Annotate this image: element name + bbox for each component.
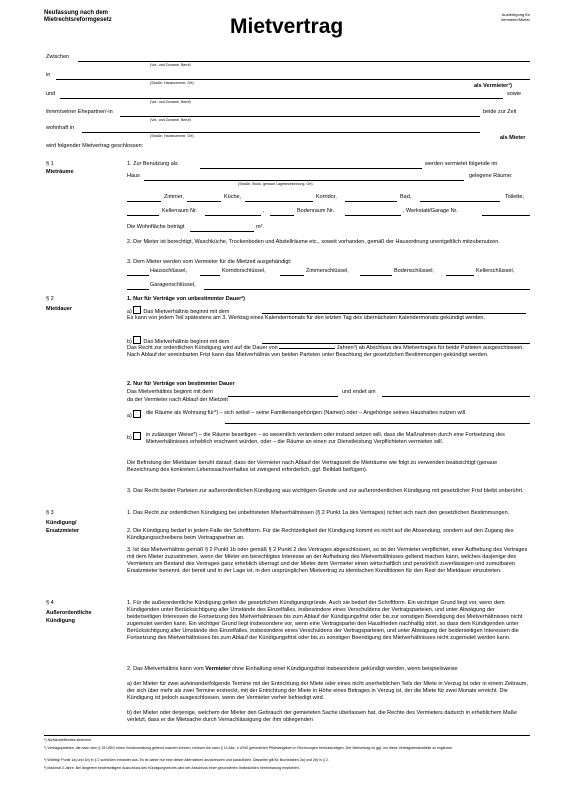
s2-option-a-label: Das Mietverhältnis beginnt mit dem [143, 309, 230, 315]
living-area-field[interactable] [190, 231, 254, 232]
s2-fixed-end-label: und endet am [342, 389, 376, 395]
section1-title: Mieträume [46, 169, 74, 175]
header-right-line1: Ausfertigung für [501, 12, 530, 17]
s2-option-b-letter: b) [127, 339, 132, 345]
s3-paragraph-1: 1. Das Recht zur ordentlichen Kündigung bei unbefristeten Mietverhältnissen (§ 2 Punkt 1a des Vertrages) richtet sich nach den gesetzlichen Bestimmungen. [127, 510, 510, 516]
s2-fixed-reason-intro: da der Vermieter nach Ablauf der Mietzeit [127, 397, 228, 403]
s2-a-start-date-field[interactable] [262, 313, 526, 314]
s2-paragraph-3: 3. Das Recht beider Parteien zur außerordentlichen Kündigung aus wichtigem Grunde und zur außerordentlichen Kündigung mit gesetzlicher Frist bleibt unberührt. [127, 488, 524, 494]
s2-heading-2: 2. Nur für Verträge von bestimmter Dauer [127, 381, 235, 387]
key-other-field[interactable] [204, 289, 530, 290]
footnote-3: ³) Maximal 2 Jahre. Bei längerem beiderseitigem Ausschluss des Kündigungsrechts wird der Abschluss einer gesonderten Individuellen Vereinbarung empfohlen. [44, 766, 300, 770]
attic-number-field[interactable] [345, 215, 401, 216]
s3-paragraph-2: 2. Die Kündigung bedarf in jedem Falle der Schriftform. Für die Rechtzeitigkeit der Kündigung kommt es nicht auf die Absendung, sondern auf den Zugang des Kündigungsschreibens beim Vertragspartner an. [127, 528, 514, 541]
section2-number: § 2 [46, 296, 54, 302]
s2-2a-names-field[interactable] [225, 423, 530, 424]
cellar-count-field[interactable] [127, 215, 159, 216]
section3-title-line1: Kündigung/ [46, 520, 77, 526]
key-attic-count[interactable] [360, 275, 392, 276]
label-kueche: Küche, [224, 194, 242, 200]
label-key-room: Zimmerschlüssel, [306, 268, 349, 274]
label-bad: Bad, [400, 194, 412, 200]
label-wohnhaft: wohnhaft in [46, 125, 75, 131]
key-room-count[interactable] [280, 275, 304, 276]
hint-tenant-name: (Vor- und Zuname, Beruf) [150, 100, 191, 104]
s4-p2-bold: Vermieter [205, 666, 231, 672]
footnote-divider [44, 735, 530, 736]
hint-tenant-address: (Straße, Hausnummer, Ort) [150, 134, 194, 138]
header-left-line2: Mietrechtsreformgesetz [44, 17, 112, 23]
s2-2a-prefix: a) [127, 410, 143, 420]
label-key-garage: Garagenschlüssel, [150, 282, 196, 288]
label-werkstatt: , Werkstatt/Garage Nr. [403, 208, 458, 214]
s2-b-years-field[interactable] [279, 348, 335, 349]
s2-option-a-checkbox[interactable] [133, 306, 141, 314]
label-key-cellar: Kellerschlüssel, [476, 268, 515, 274]
label-wohnflaeche: Die Wohnfläche beträgt [127, 224, 185, 230]
cellar-number-field[interactable] [205, 215, 261, 216]
s2-2a-text: die Räume als Wohnung für*) – sich selbst – seine Familienangehörigen (Namen) oder – Angehörige seines Haushaltes nutzen will. [146, 410, 467, 416]
toilet-count-field[interactable] [420, 201, 500, 202]
header-right-line2: Vermieter/Mieter [500, 17, 530, 22]
label-bodenraum: Bodenraum Nr. [297, 208, 334, 214]
label-m2: m². [256, 224, 264, 230]
label-beide-zur-zeit: beide zur Zeit [483, 109, 517, 115]
s2-b-paragraph [127, 345, 530, 359]
landlord-address-field[interactable] [56, 79, 530, 80]
tenant-address-field[interactable] [82, 132, 480, 133]
section2-title: Mietdauer [46, 306, 72, 312]
spouse-name-field[interactable] [120, 116, 480, 117]
s2-2b-checkbox[interactable] [133, 432, 141, 440]
garage-number-field[interactable] [482, 215, 530, 216]
s2-2a-checkbox[interactable] [133, 410, 141, 418]
label-kellerraum: Kellerraum Nr. [162, 208, 198, 214]
key-cellar-count[interactable] [446, 275, 474, 276]
key-garage-count[interactable] [127, 289, 149, 290]
label-und: und [46, 91, 56, 97]
hint-landlord-name: (Vor- und Zuname, Beruf) [150, 63, 191, 67]
label-ehepartner: ihrem/seiner Ehepartner/-in [46, 109, 113, 115]
label-gelegene: gelegene Räume: [469, 173, 513, 179]
hint-spouse-name: (Vor- und Zuname, Beruf) [150, 118, 191, 122]
label-key-attic: Bodenschlüssel, [394, 268, 435, 274]
page-title: Mietvertrag [230, 15, 344, 38]
label-in: in [46, 72, 51, 78]
footnote-0: *) Nichtzutreffendes streichen. [44, 738, 93, 742]
label-sowie: sowie [507, 91, 522, 97]
s2-b-para-part2: Jahren³) ab Abschluss des Mietvertrages für beide Parteien ausgeschlossen. Nach Ablauf der vereinbarten Frist kann das Mietverhältnis von beiden Parteien unter Beachtung der gesetzlichen Bestimmungen gekündigt werden. [127, 345, 524, 358]
s4-item-b: b) der Mieter oder derjenige, welchem der Mieter den Gebrauch der gemieteten Sache überlassen hat, die Rechte des Vermieters dadurch in erheblichem Maße verletzt, dass er die Mietsache durch Vernachlässigung der ihm obliegenden [127, 710, 518, 723]
s1-use-label: 1. Zur Benutzung als [127, 161, 178, 167]
s1-paragraph-2: 2. Der Mieter ist berechtigt, Waschküche, Trockenboden und Abstellräume etc., soweit vorhanden, gemäß der Hausordnung unentgeltlich mitzubenutzen. [127, 239, 500, 245]
s2-b-para-part1: Das Recht zur ordentlichen Kündigung wird auf die Dauer von [127, 345, 278, 351]
s4-p2-part1: 2. Das Mietverhältnis kann vom [127, 666, 206, 672]
section3-number: § 3 [46, 510, 54, 516]
rooms-count-field[interactable] [127, 201, 161, 202]
s2-fixed-end-field[interactable] [382, 396, 530, 397]
label-zwischen: Zwischen [46, 54, 70, 60]
s2-b-start-date-field[interactable] [262, 343, 530, 344]
section3-title-line2: Ersatzmieter [46, 528, 80, 534]
label-toilette: Toilette, [505, 194, 524, 200]
label-haus: Haus [127, 173, 140, 179]
s2-option-b-checkbox[interactable] [133, 336, 141, 344]
bath-count-field[interactable] [345, 201, 397, 202]
header-left-line1: Neufassung nach dem [44, 10, 109, 16]
kitchen-count-field[interactable] [187, 201, 221, 202]
key-house-count[interactable] [127, 275, 149, 276]
label-als-vermieter: als Vermieter¹) [474, 83, 512, 89]
s2-option-a-letter: a) [127, 309, 132, 315]
attic-count-field[interactable] [270, 215, 294, 216]
s4-paragraph-2 [127, 666, 530, 673]
s2-2b-text: in zulässiger Weise*) – die Räume beseitigen – so wesentlich verändern oder instand setzen will, dass die Maßnahmen durch eine Fortsetzung des Mietverhältnisses erheblich erschwert würden, oder – die Räume an einen zur Dienstleistung Verpflichteten vermieten will. [146, 432, 505, 445]
label-key-corridor: Korridorschlüssel, [222, 268, 266, 274]
landlord-name-field[interactable] [78, 61, 530, 62]
usage-field[interactable] [200, 168, 422, 169]
tenant-name-field[interactable] [60, 98, 503, 99]
footnote-1: ¹) Vertragsparteien, die nach dem § 15 UStG einen Vorsteuerabzug geltend machen können, müssen die nach § 14 Abs. 4 UStG geforderten Pflichtangaben in Rechnungen berücksichtigen. Der Mietvertrag ist ggf. um diese Vertragsbestandteile zu ergänzen. [44, 746, 454, 750]
s2-a-paragraph: Es kann von jedem Teil spätestens am 3. Werktag eines Kalendermonats für den letzten Tag des übernächsten Kalendermonats gekündigt werden. [127, 315, 486, 321]
key-corridor-count[interactable] [200, 275, 220, 276]
s2-2b-prefix: b) [127, 432, 143, 442]
s2-fixed-start-label: Das Mietverhältnis beginnt mit dem [127, 389, 213, 395]
s3-paragraph-3: 3. Ist das Mietverhältnis gemäß § 2 Punkt 1b oder gemäß § 2 Punkt 2 des Vertrages abgeschlossen, so ist der Vermieter verpflichtet, einer Aufhebung des Vertrages mit dem Mieter zuzustimmen, wenn der Mieter ein berechtigtes Interesse an der Aufhebung des Mietverhältnisses geltend machen kann, welches dasjenige des Vermieters am Bestand des Vertrages ganz erheblich überragt und der Mieter dem Vermieter einen wirtschaftlich und persönlich zuverlässigen und zumutbaren Ersatzmieter benennt, der bereit und in der Lage ist, in den ursprünglichen Mietvertrag zu identischen Konditionen für den Rest der Mietdauer einzutreten. [127, 547, 528, 574]
s4-p2-part2: ohne Einhaltung einer Kündigungsfrist insbesondere gekündigt werden, wenn beispielsweise [230, 666, 458, 672]
house-field[interactable] [144, 180, 464, 181]
hint-house: (Straße, Stock, genaue Lagebezeichnung, Ort) [238, 182, 313, 186]
s4-paragraph-1: 1. Für die außerordentliche Kündigung gelten die gesetzlichen Kündigungsgründe. Auch sie bedarf der Schriftform. Ein wichtiger Grund liegt vor, wenn dem Kündigenden unter Berücksichtigung aller Umstände des Einzelfalles, insbesondere eines Verschuldens der Vertragsparteien, und unter Abwägung der beiderseitigen Interessen die Fortsetzung des Mietverhältnisses bis zum Ablauf der Kündigungsfrist oder bis zur sonstigen Beendigung des Mietverhältnisses nicht zugemutet werden kann. Ein wichtiger Grund liegt insbesondere vor, wenn eine Vertragspartei den Hausfrieden nachhaltig stört, so dass dem Kündigenden unter Berücksichtigung aller Umstände des Einzelfalles, insbesondere eines Verschuldens der Vertragsparteien, und unter Abwägung der beiderseitigen Interessen die Fortsetzung des Mietverhältnisses bis zum Ablauf der Kündigungsfrist oder bis zu sonstigen Beendigung des Mietverhältnisses nicht zugemutet werden kann. [127, 600, 523, 641]
s4-item-a: a) der Mieter für zwei aufeinanderfolgende Termine mit der Entrichtung der Miete oder eines nicht unerheblichen Teils der Miete in Verzug ist oder in einem Zeitraum, der sich über mehr als zwei Termine erstreckt, mit der Entrichtung der Miete in Höhe eines Betrages in Verzug ist, der die Miete für zwei Monate erreicht. Die Kündigung ist jedoch ausgeschlossen, wenn der Vermieter vorher befriedigt wird. [127, 681, 528, 701]
section4-title-line1: Außerordentliche [46, 610, 92, 616]
label-zimmer: Zimmer, [164, 194, 184, 200]
s2-heading-1: 1. Nur für Verträge von unbestimmter Dauer²) [127, 296, 245, 302]
section4-number: § 4 [46, 600, 54, 606]
sep-comma-1: , [263, 208, 265, 214]
label-geschlossen: wird folgender Mietvertrag geschlossen: [46, 143, 144, 149]
s2-fixed-start-field[interactable] [228, 396, 338, 397]
label-key-house: Hausschlüssel, [150, 268, 187, 274]
section4-title-line2: Kündigung [46, 618, 76, 624]
hint-landlord-address: (Straße, Hausnummer, Ort) [150, 81, 194, 85]
s2-option-b-label: Das Mietverhältnis beginnt mit dem [143, 339, 230, 345]
label-als-mieter: als Mieter [500, 135, 526, 141]
footnote-2: ²) Wichtig! Punkt 1a) und 1b) in § 2 schließen einander aus. Es ist daher nur eine dieser Alternativen anzukreuzen und auszufüllen. Dasselbe gilt für Buchstaben 2a) und 2b) in § 2. [44, 758, 329, 762]
corridor-count-field[interactable] [245, 201, 313, 202]
s2-befristung-paragraph: Die Befristung der Mietdauer beruht darauf, dass der Vermieter nach Ablauf der Vertragszeit die Mieträume wie folgt zu verwenden beabsichtigt (genaue Bezeichnung des konkreten Lebenssachverhaltes ist zwingend erforderlich, ggf. Beiblatt beifügen). [127, 460, 498, 473]
section1-number: § 1 [46, 161, 54, 167]
s1-rented-label: werden vermietet folgende im [425, 161, 498, 167]
label-korridor: Korridor, [316, 194, 337, 200]
s1-paragraph-3: 3. Dem Mieter werden vom Vermieter für die Mietzeit ausgehändigt: [127, 259, 292, 265]
